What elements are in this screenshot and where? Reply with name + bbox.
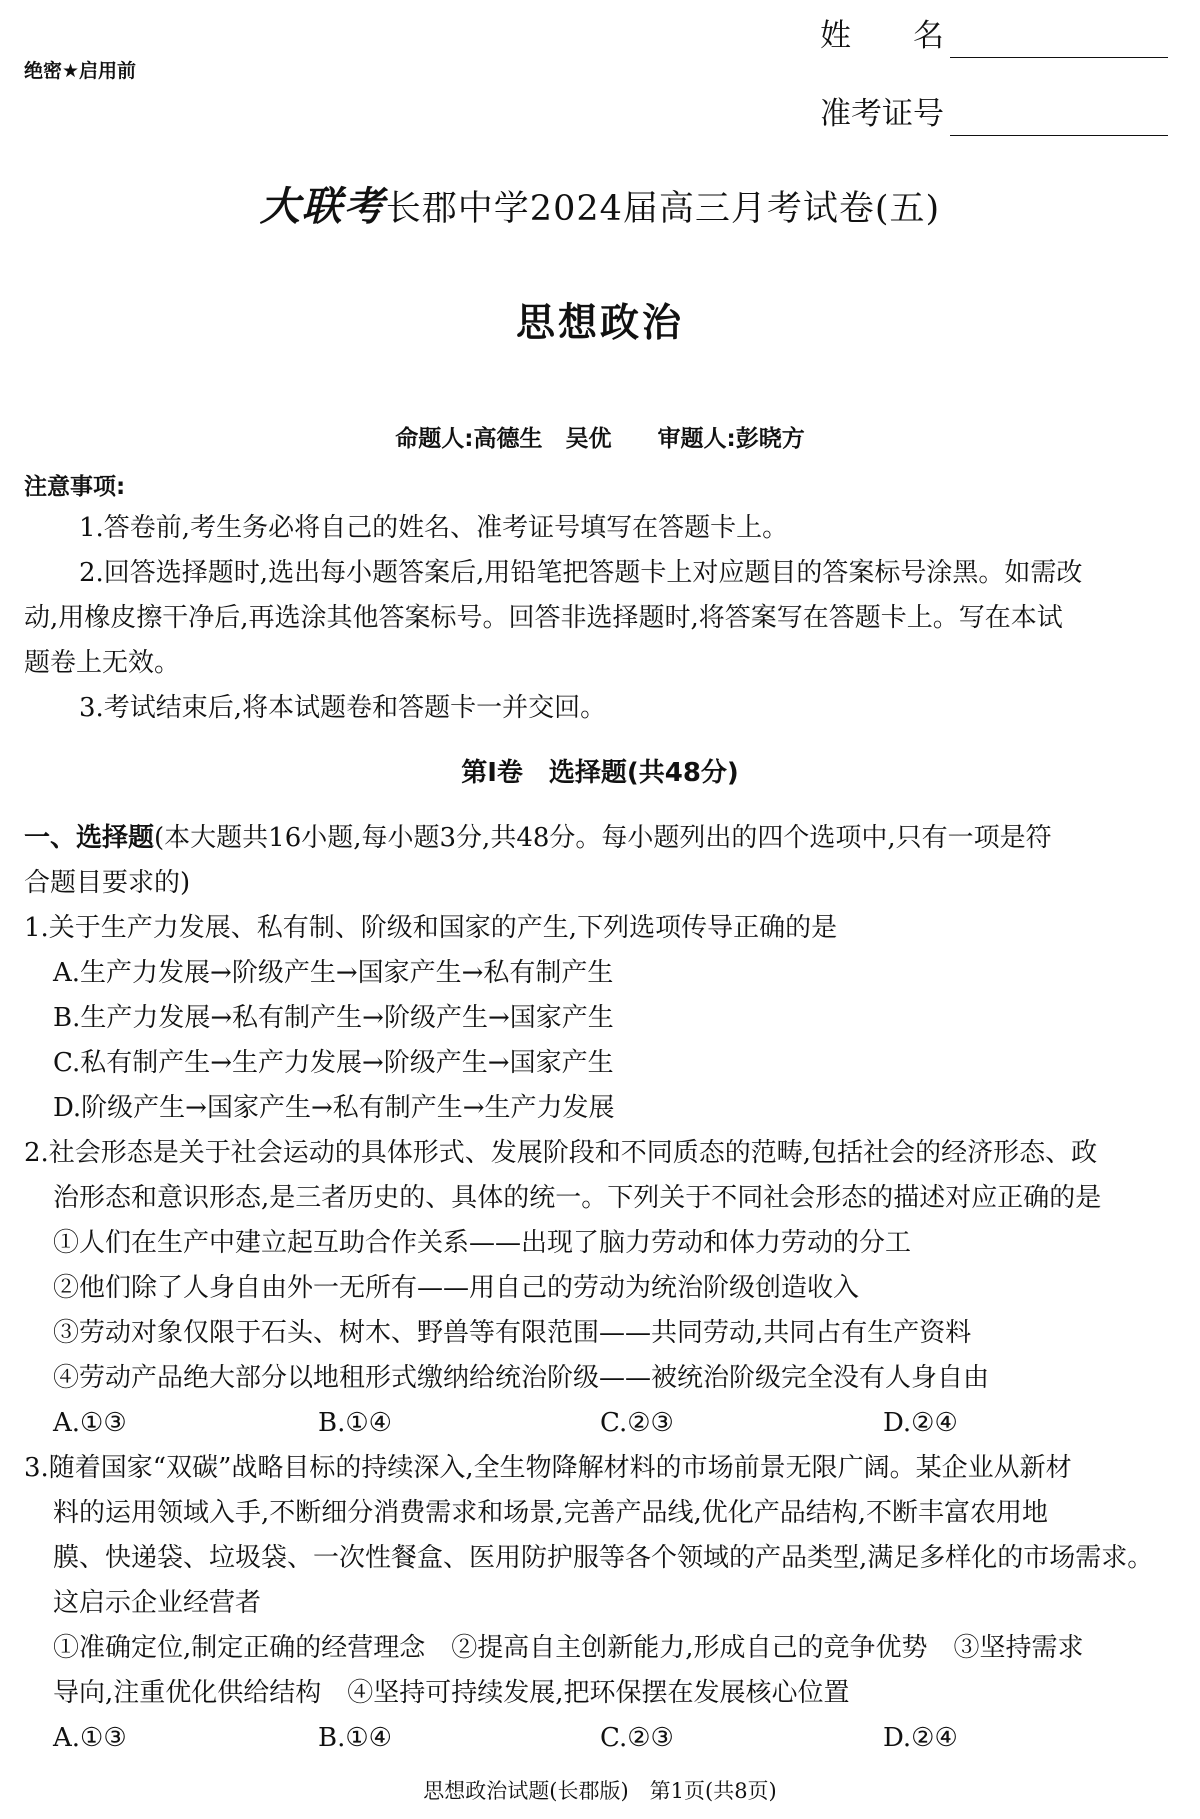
name-label: 姓 名 bbox=[820, 18, 944, 54]
exam-title-row bbox=[0, 175, 1200, 232]
q2-statement-1: ①人们在生产中建立起互助合作关系——出现了脑力劳动和体力劳动的分工 bbox=[53, 1228, 912, 1258]
q3-option-d[interactable]: D.②④ bbox=[883, 1723, 958, 1753]
section-title: 第Ⅰ卷 选择题(共48分) bbox=[461, 758, 739, 788]
page-footer: 思想政治试题(长郡版) 第1页(共8页) bbox=[423, 1779, 777, 1803]
q3-option-a[interactable]: A.①③ bbox=[53, 1723, 127, 1753]
brand-logo: 大联考 bbox=[259, 183, 386, 230]
q3-statements-line-2: 导向,注重优化供给结构 ④坚持可持续发展,把环保摆在发展核心位置 bbox=[53, 1678, 850, 1708]
q3-option-b[interactable]: B.①④ bbox=[318, 1723, 392, 1753]
notice-item-1: 1.答卷前,考生务必将自己的姓名、准考证号填写在答题卡上。 bbox=[79, 513, 789, 543]
exam-id-label: 准考证号 bbox=[820, 96, 944, 132]
part-intro bbox=[24, 816, 1052, 861]
notice-title: 注意事项: bbox=[24, 474, 126, 500]
q3-stem-line-1: 3.随着国家“双碳”战略目标的持续深入,全生物降解材料的市场前景无限广阔。某企业从新材 bbox=[24, 1453, 1072, 1483]
q2-statement-2: ②他们除了人身自由外一无所有——用自己的劳动为统治阶级创造收入 bbox=[53, 1273, 860, 1303]
q1-option-d[interactable]: D.阶级产生→国家产生→私有制产生→生产力发展 bbox=[53, 1093, 615, 1123]
q3-option-c[interactable]: C.②③ bbox=[600, 1723, 674, 1753]
q1-option-b[interactable]: B.生产力发展→私有制产生→阶级产生→国家产生 bbox=[53, 1003, 614, 1033]
q3-statements-line-1: ①准确定位,制定正确的经营理念 ②提高自主创新能力,形成自己的竞争优势 ③坚持需求 bbox=[53, 1633, 1084, 1663]
notice-item-2-line-3: 题卷上无效。 bbox=[24, 648, 181, 678]
q2-option-a[interactable]: A.①③ bbox=[53, 1408, 127, 1438]
q2-stem-line-1: 2.社会形态是关于社会运动的具体形式、发展阶段和不同质态的范畴,包括社会的经济形态、政 bbox=[24, 1138, 1098, 1168]
subject-title: 思想政治 bbox=[515, 301, 684, 346]
q2-stem-line-2: 治形态和意识形态,是三者历史的、具体的统一。下列关于不同社会形态的描述对应正确的是 bbox=[53, 1183, 1102, 1213]
q2-statement-3: ③劳动对象仅限于石头、树木、野兽等有限范围——共同劳动,共同占有生产资料 bbox=[53, 1318, 972, 1348]
q1-stem: 1.关于生产力发展、私有制、阶级和国家的产生,下列选项传导正确的是 bbox=[24, 913, 838, 943]
name-field bbox=[820, 14, 1168, 58]
notice-item-2-line-1: 2.回答选择题时,选出每小题答案后,用铅笔把答题卡上对应题目的答案标号涂黑。如需改 bbox=[79, 558, 1083, 588]
notice-item-3: 3.考试结束后,将本试题卷和答题卡一并交回。 bbox=[79, 693, 607, 723]
exam-title: 长郡中学2024届高三月考试卷(五) bbox=[385, 189, 941, 229]
notice-item-2-line-2: 动,用橡皮擦干净后,再选涂其他答案标号。回答非选择题时,将答案写在答题卡上。写在本试 bbox=[24, 603, 1063, 633]
q1-option-a[interactable]: A.生产力发展→阶级产生→国家产生→私有制产生 bbox=[53, 958, 614, 988]
name-blank[interactable] bbox=[950, 27, 1168, 58]
secret-mark: 绝密★启用前 bbox=[24, 60, 137, 82]
q2-option-b[interactable]: B.①④ bbox=[318, 1408, 392, 1438]
exam-id-field bbox=[820, 92, 1168, 136]
q2-statement-4: ④劳动产品绝大部分以地租形式缴纳给统治阶级——被统治阶级完全没有人身自由 bbox=[53, 1363, 990, 1393]
authors: 命题人:高德生 吴优 审题人:彭晓方 bbox=[395, 426, 805, 452]
part-desc-line-1: (本大题共16小题,每小题3分,共48分。每小题列出的四个选项中,只有一项是符 bbox=[154, 823, 1052, 853]
q2-option-d[interactable]: D.②④ bbox=[883, 1408, 958, 1438]
q3-stem-line-3: 膜、快递袋、垃圾袋、一次性餐盒、医用防护服等各个领域的产品类型,满足多样化的市场需求。 bbox=[53, 1543, 1154, 1573]
q3-stem-line-2: 料的运用领域入手,不断细分消费需求和场景,完善产品线,优化产品结构,不断丰富农用地 bbox=[53, 1498, 1049, 1528]
part-desc-line-2: 合题目要求的) bbox=[24, 868, 191, 898]
part-label: 一、选择题 bbox=[24, 823, 155, 853]
q2-option-c[interactable]: C.②③ bbox=[600, 1408, 674, 1438]
q1-option-c[interactable]: C.私有制产生→生产力发展→阶级产生→国家产生 bbox=[53, 1048, 614, 1078]
q3-stem-line-4: 这启示企业经营者 bbox=[53, 1588, 262, 1618]
exam-id-blank[interactable] bbox=[950, 105, 1168, 136]
